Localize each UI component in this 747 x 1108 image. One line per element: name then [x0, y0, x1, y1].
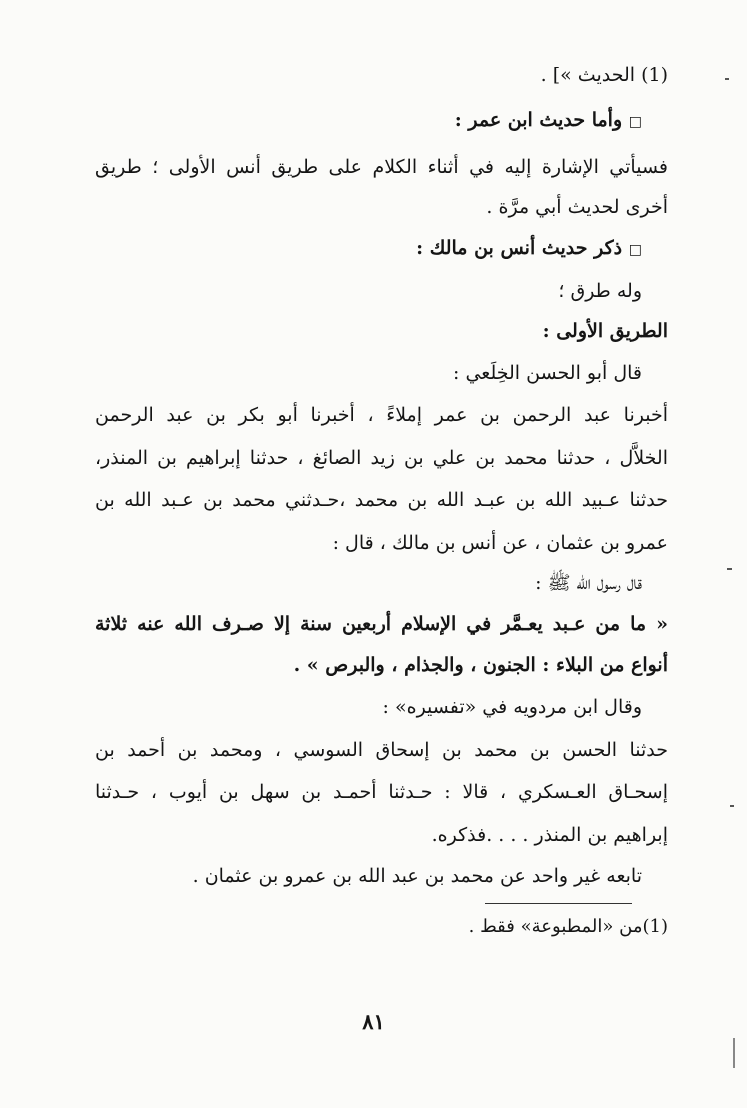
hadith-text-line: أنواع من البلاء : الجنون ، والجذام ، والبرص » . — [293, 654, 668, 676]
subheading-first-path: الطريق الأولى : — [542, 320, 668, 342]
text-line: حدثنا عـبيد الله بن عبـد الله بن محمد ،حـدثني محمد بن عـبد الله بن — [95, 489, 668, 511]
text-line: وقال ابن مردويه في «تفسيره» : — [382, 696, 642, 718]
page-number: ٨١ — [362, 1009, 385, 1034]
hadith-text-line: « ما من عـبد يعـمَّر في الإسلام أربعين سنة إلا صـرف الله عنه ثلاثة — [95, 613, 668, 635]
section-heading-anas: □ ذكر حديث أنس بن مالك : — [416, 237, 642, 259]
text-line-continuation: (1) الحديث »] . — [540, 64, 668, 86]
text-line: الخلاَّل ، حدثنا محمد بن علي بن زيد الصائغ ، حدثنا إبراهيم بن المنذر، — [95, 447, 668, 469]
text-line-prophet-saying: قال رسول الله ﷺ : — [535, 572, 642, 594]
footnote: (1)من «المطبوعة» فقط . — [468, 916, 668, 937]
text-line: أخرى لحديث أبي مرَّة . — [486, 196, 668, 218]
scan-speck — [733, 1038, 735, 1068]
section-heading-ibn-umar: □ وأما حديث ابن عمر : — [454, 109, 642, 131]
text-line: عمرو بن عثمان ، عن أنس بن مالك ، قال : — [332, 532, 668, 554]
text-line: إسحـاق العـسكري ، قالا : حـدثنا أحمـد بن سهل بن أيوب ، حـدثنا — [95, 781, 668, 803]
text-line: قال أبو الحسن الخِلَعي : — [453, 362, 642, 384]
text-line: إبراهيم بن المنذر . . . .فذكره. — [431, 824, 668, 846]
text-line: تابعه غير واحد عن محمد بن عبد الله بن عمرو بن عثمان . — [192, 865, 642, 887]
text-line: فسيأتي الإشارة إليه في أثناء الكلام على طريق أنس الأولى ؛ طريق — [95, 156, 668, 178]
bullet-square-icon: □ — [628, 242, 642, 258]
footnote-divider — [485, 903, 632, 904]
bullet-square-icon: □ — [628, 114, 642, 130]
text-line: وله طرق ؛ — [558, 280, 642, 302]
scan-speck — [730, 805, 734, 807]
scan-speck — [725, 78, 729, 80]
scan-speck — [727, 568, 732, 570]
text-line: حدثنا الحسن بن محمد بن إسحاق السوسي ، ومحمد بن أحمد بن — [95, 739, 668, 761]
text-line: أخبرنا عبد الرحمن بن عمر إملاءً ، أخبرنا أبو بكر بن عبد الرحمن — [95, 404, 668, 426]
